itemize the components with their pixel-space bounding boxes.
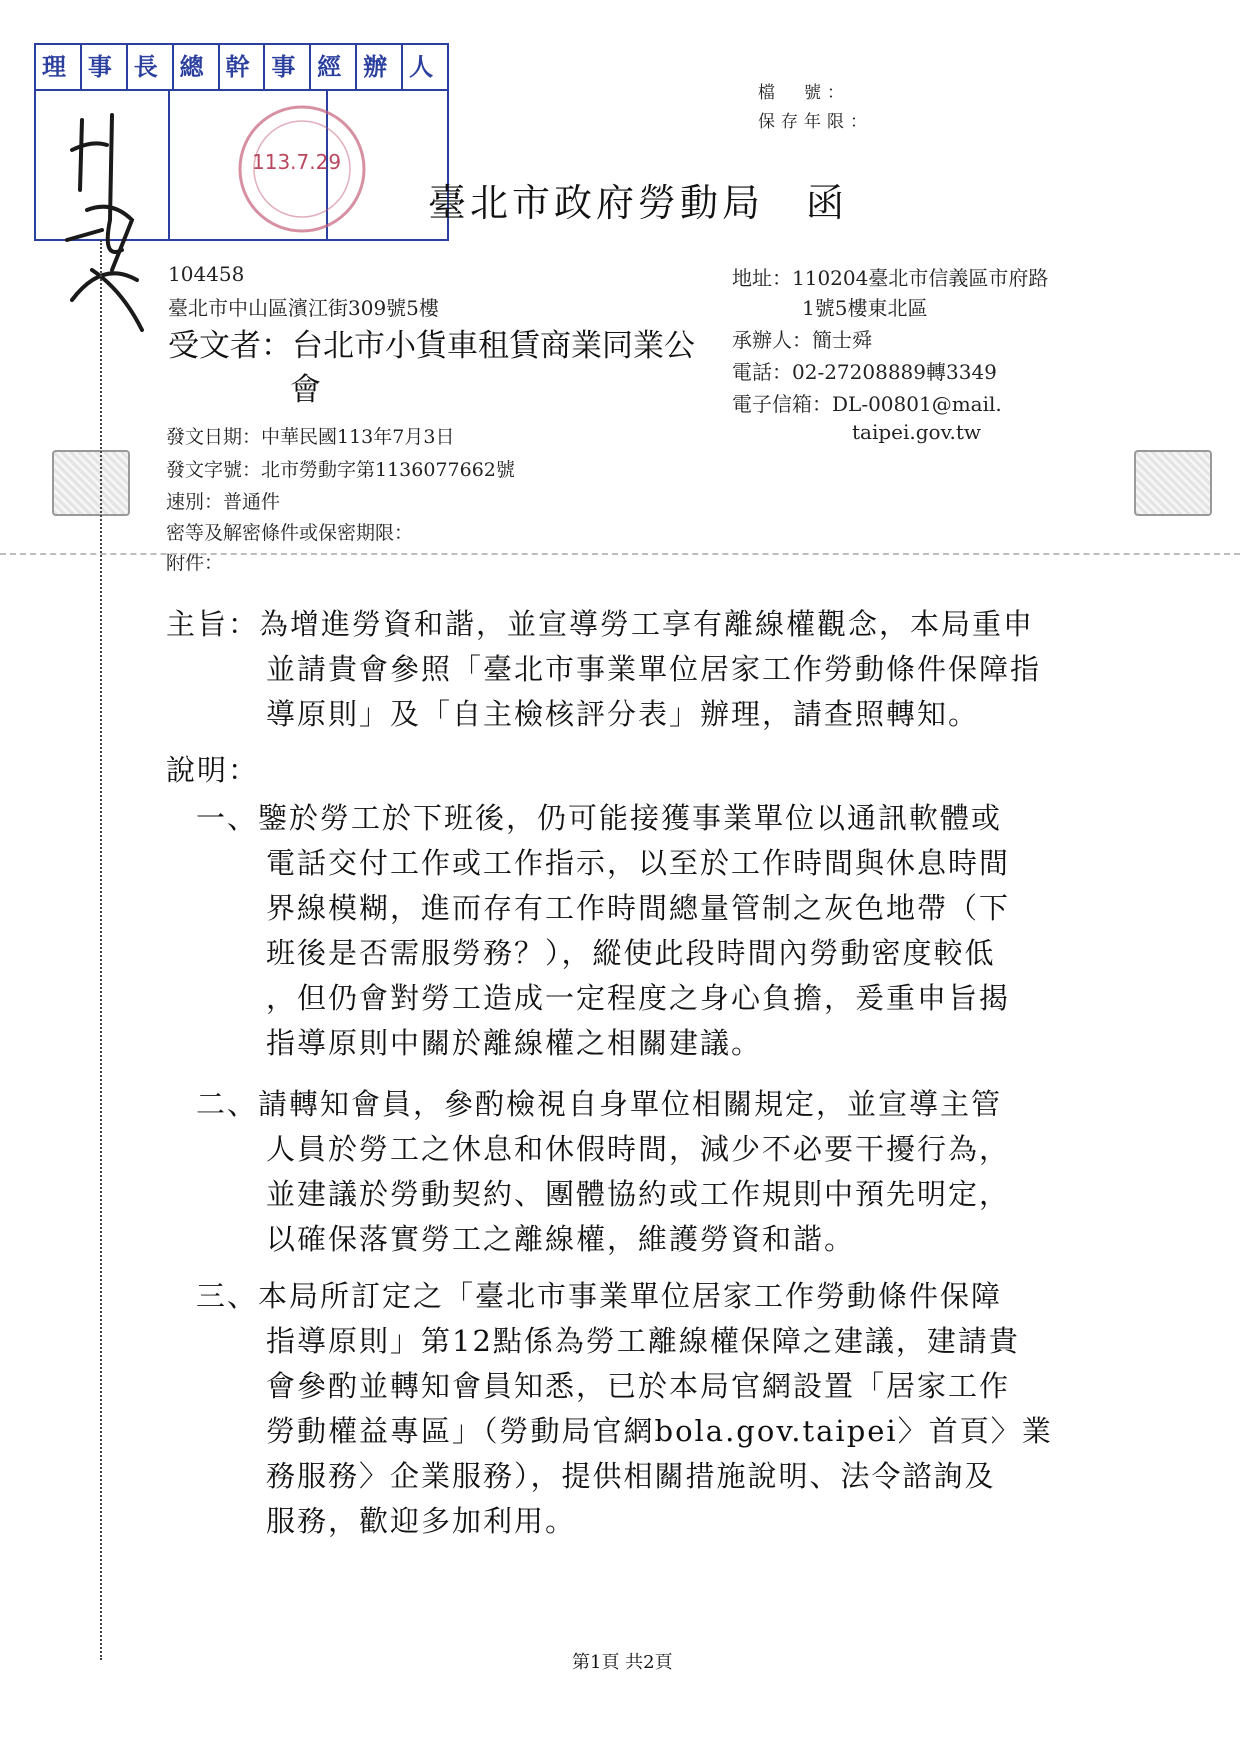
subject-line: 導原則」及「自主檢核評分表」辦理，請查照轉知。 [266, 697, 980, 731]
binding-line [100, 240, 102, 1660]
retention-period-label: 保存年限： [758, 112, 873, 132]
item-line: 二、請轉知會員，參酌檢視自身單位相關規定，並宣導主管 [196, 1087, 1003, 1121]
approval-header-9: 人 [409, 52, 442, 81]
approval-header-5: 幹 [220, 45, 266, 89]
office-address-line1: 地址：110204臺北市信義區市府路 [732, 266, 1049, 290]
approval-header-2: 事 [82, 45, 128, 89]
subject-line: 並請貴會參照「臺北市事業單位居家工作勞動條件保障指 [266, 652, 1042, 686]
handler-name: 承辦人：簡士舜 [732, 328, 872, 352]
explanation-item-3 [196, 1274, 1136, 1544]
item-line: 並建議於勞動契約、團體協約或工作規則中預先明定， [266, 1177, 1011, 1211]
item-line: 勞動權益專區」（勞動局官網bola.gov.taipei〉首頁〉業 [266, 1414, 1053, 1448]
approval-header-8: 辦 [357, 45, 403, 89]
item-line: 服務，歡迎多加利用。 [266, 1504, 577, 1538]
item-line: 以確保落實勞工之離線權，維護勞資和諧。 [266, 1222, 856, 1256]
item-line: 務服務〉企業服務），提供相關措施說明、法令諮詢及 [266, 1459, 996, 1493]
recipient-line2: 會 [290, 372, 321, 408]
item-line: 指導原則中關於離線權之相關建議。 [266, 1026, 763, 1060]
subject-line: 主旨：為增進勞資和諧，並宣導勞工享有離線權觀念，本局重申 [166, 607, 1035, 641]
approval-header-7: 經 [311, 45, 357, 89]
office-address-line2: 1號5樓東北區 [802, 296, 928, 320]
document-number: 發文字號：北市勞動字第1136077662號 [166, 459, 515, 481]
approval-divider [168, 89, 170, 239]
explanation-item-1 [196, 796, 1136, 1066]
sender-address: 臺北市中山區濱江街309號5樓 [168, 296, 439, 320]
approval-header-4: 總 [174, 45, 220, 89]
issue-date: 發文日期：中華民國113年7月3日 [166, 426, 455, 448]
faint-seal-right [1134, 450, 1212, 516]
item-line: 界線模糊，進而存有工作時間總量管制之灰色地帶（下 [266, 891, 1011, 925]
security-classification: 密等及解密條件或保密期限： [166, 522, 414, 544]
item-line: 會參酌並轉知會員知悉，已於本局官網設置「居家工作 [266, 1369, 1011, 1403]
recipient-line1: 受文者：台北市小貨車租賃商業同業公 [168, 328, 695, 364]
sender-postal-code: 104458 [168, 262, 245, 286]
delivery-speed: 速別：普通件 [166, 491, 281, 513]
document-title: 臺北市政府勞動局 函 [428, 181, 849, 225]
file-number-label: 檔 號： [758, 83, 850, 103]
phone-number: 電話：02-27208889轉3349 [732, 360, 997, 384]
received-date: 113.7.29 [252, 150, 342, 174]
subject-paragraph [166, 602, 1126, 737]
approval-header-row [36, 45, 447, 91]
explanation-item-2 [196, 1082, 1136, 1262]
item-line: 電話交付工作或工作指示，以至於工作時間與休息時間 [266, 846, 1011, 880]
approval-header-1: 理 [36, 45, 82, 89]
approval-header-6: 事 [265, 45, 311, 89]
handwritten-signature [52, 100, 162, 340]
received-date-stamp [232, 100, 372, 238]
item-line: 三、本局所訂定之「臺北市事業單位居家工作勞動條件保障 [196, 1279, 1003, 1313]
item-line: ，但仍會對勞工造成一定程度之身心負擔，爰重申旨揭 [266, 981, 1011, 1015]
explanation-label: 說明： [166, 753, 260, 787]
email-line2: taipei.gov.tw [852, 420, 982, 444]
faint-seal-left [52, 450, 130, 516]
email-line1: 電子信箱：DL-00801@mail. [732, 392, 1002, 416]
item-line: 一、鑒於勞工於下班後，仍可能接獲事業單位以通訊軟體或 [196, 801, 1003, 835]
item-line: 班後是否需服勞務？），縱使此段時間內勞動密度較低 [266, 936, 996, 970]
approval-header-3: 長 [128, 45, 174, 89]
fold-line [0, 553, 1240, 555]
attachment-label: 附件： [166, 552, 224, 574]
page-number: 第1頁 共2頁 [572, 1652, 673, 1673]
item-line: 人員於勞工之休息和休假時間，減少不必要干擾行為， [266, 1132, 1011, 1166]
item-line: 指導原則」第12點係為勞工離線權保障之建議，建請貴 [266, 1324, 1020, 1358]
